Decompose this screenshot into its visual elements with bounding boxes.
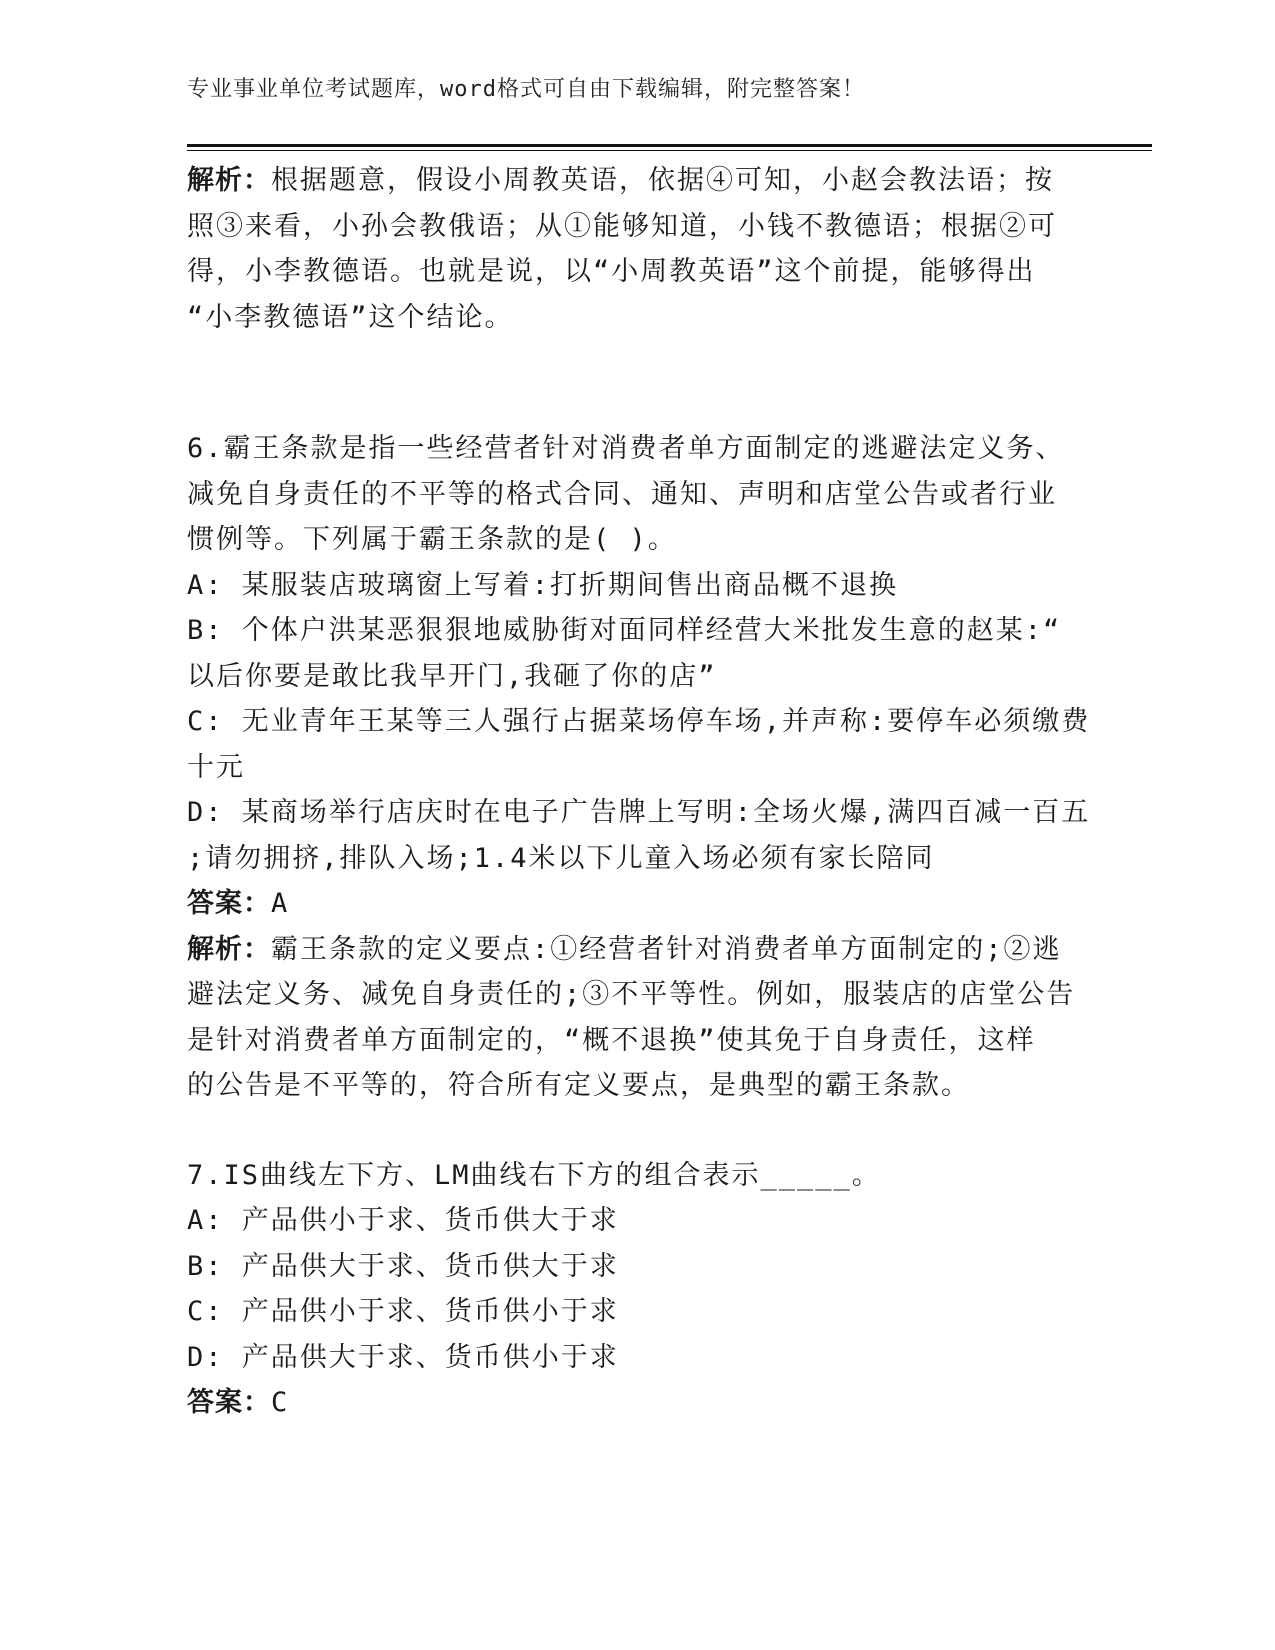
header-rule-thick: [187, 144, 1152, 147]
question-7: [187, 1153, 1077, 1426]
analysis-text: 的公告是不平等的，符合所有定义要点，是典型的霸王条款。: [187, 1070, 970, 1101]
option-c-cont: 十元: [187, 751, 245, 783]
q5-analysis: [187, 158, 1077, 340]
document-body: [187, 158, 1091, 1426]
answer-line: [187, 881, 1077, 927]
question-stem: 6.霸王条款是指一些经营者针对消费者单方面制定的逃避法定义务、: [187, 433, 1065, 464]
analysis-label: 解析：: [187, 165, 271, 196]
analysis-text: 避法定义务、减免自身责任的;③不平等性。例如，服装店的店堂公告: [187, 979, 1076, 1010]
option-b-cont: 以后你要是敢比我早开门,我砸了你的店”: [187, 660, 717, 692]
option-c: C: 无业青年王某等三人强行占据菜场停车场,并声称:要停车必须缴费: [187, 706, 1091, 737]
question-stem: 7.IS曲线左下方、LM曲线右下方的组合表示_____。: [187, 1159, 881, 1191]
answer-label: 答案：: [187, 888, 271, 919]
question-stem: 惯例等。下列属于霸王条款的是( )。: [187, 524, 677, 555]
option-d-cont: ;请勿拥挤,排队入场;1.4米以下儿童入场必须有家长陪同: [187, 842, 935, 874]
analysis-text: “小李教德语”这个结论。: [187, 301, 514, 333]
analysis-text: 霸王条款的定义要点:①经营者针对消费者单方面制定的;②逃: [271, 933, 1062, 965]
option-c: C: 产品供小于求、货币供小于求: [187, 1296, 619, 1327]
analysis-text: 是针对消费者单方面制定的，“概不退换”使其免于自身责任，这样: [187, 1024, 1036, 1056]
analysis-text: 照③来看，小孙会教俄语；从①能够知道，小钱不教德语；根据②可: [187, 210, 1057, 242]
spacer: [187, 340, 1077, 426]
analysis-text: 根据题意，假设小周教英语，依据④可知，小赵会教法语；按: [271, 165, 1054, 196]
spacer: [187, 1109, 1077, 1153]
header-rule-thin: [187, 150, 1152, 151]
answer-value: A: [271, 888, 290, 919]
question-stem: 减免自身责任的不平等的格式合同、通知、声明和店堂公告或者行业: [187, 478, 1057, 510]
answer-label: 答案：: [187, 1387, 271, 1418]
option-d: D: 某商场举行店庆时在电子广告牌上写明:全场火爆,满四百减一百五: [187, 797, 1091, 828]
option-a: A: 某服装店玻璃窗上写着:打折期间售出商品概不退换: [187, 569, 899, 601]
answer-line: [187, 1380, 1077, 1426]
analysis-text: 得，小李教德语。也就是说，以“小周教英语”这个前提，能够得出: [187, 256, 1036, 287]
option-d: D: 产品供大于求、货币供小于求: [187, 1341, 619, 1373]
option-a: A: 产品供小于求、货币供大于求: [187, 1205, 619, 1236]
question-6: [187, 426, 1091, 1109]
option-b: B: 个体户洪某恶狠狠地威胁街对面同样经营大米批发生意的赵某:“: [187, 615, 1062, 646]
page-header: 专业事业单位考试题库，word格式可自由下载编辑，附完整答案！: [187, 77, 865, 102]
option-b: B: 产品供大于求、货币供大于求: [187, 1250, 619, 1282]
analysis-label: 解析：: [187, 933, 271, 965]
answer-value: C: [271, 1387, 290, 1418]
